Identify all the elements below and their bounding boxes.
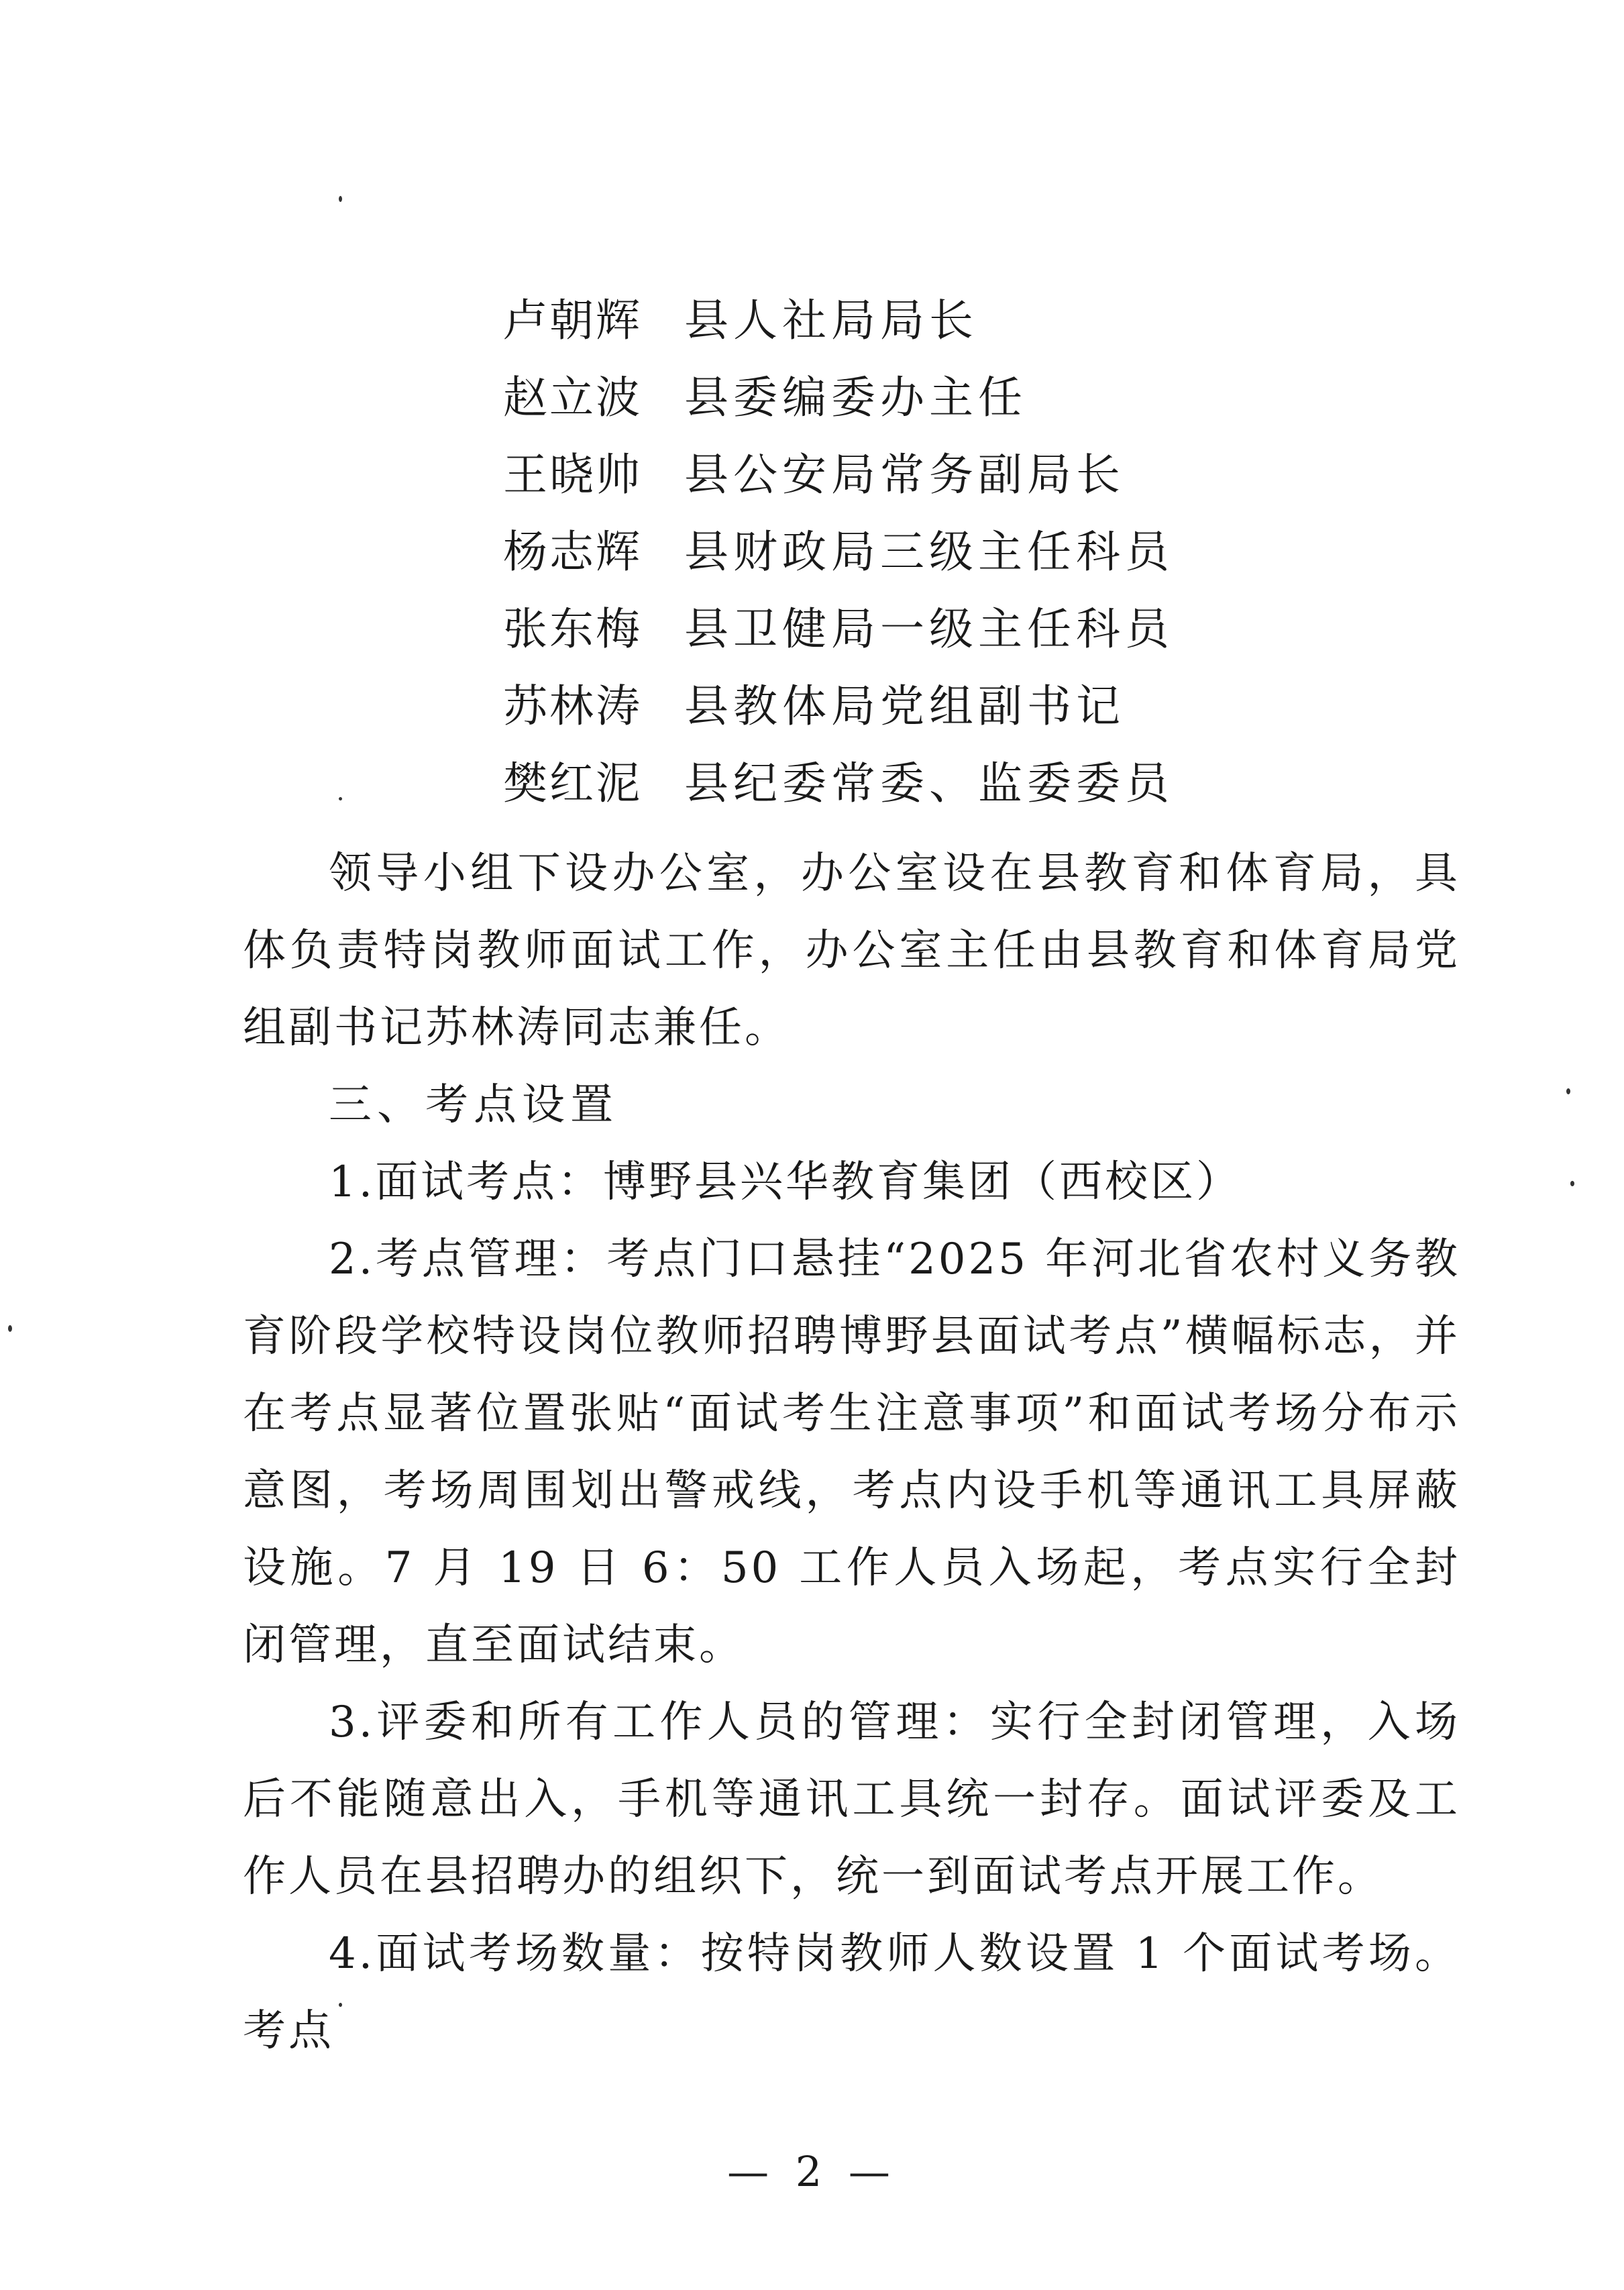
member-name: 王晓帅 bbox=[503, 449, 642, 501]
roster-row bbox=[503, 359, 1174, 436]
member-name: 卢朝辉 bbox=[503, 295, 642, 346]
roster-row bbox=[503, 436, 1174, 513]
leadership-roster bbox=[503, 282, 1174, 822]
scan-speck bbox=[339, 797, 342, 800]
item-paragraph: 1.面试考点：博野县兴华教育集团（西校区） bbox=[329, 1157, 1242, 1207]
member-name: 杨志辉 bbox=[503, 526, 642, 578]
scan-speck bbox=[1570, 1181, 1574, 1186]
scan-speck bbox=[1566, 1088, 1570, 1094]
office-paragraph: 领导小组下设办公室，办公室设在县教育和体育局，具体负责特岗教师面试工作，办公室主任由县教育和体育局党组副书记苏林涛同志兼任。 bbox=[243, 849, 1460, 1053]
member-name: 张东梅 bbox=[503, 603, 642, 655]
item-paragraph: 4.面试考场数量：按特岗教师人数设置 1 个面试考场。考点 bbox=[243, 1929, 1460, 2056]
member-title: 县委编委办主任 bbox=[684, 372, 1027, 423]
scan-speck bbox=[339, 196, 342, 202]
member-title: 县纪委常委、监委委员 bbox=[684, 758, 1174, 809]
body-text bbox=[243, 835, 1460, 2070]
page-number: — 2 — bbox=[727, 2147, 897, 2196]
section-heading: 三、考点设置 bbox=[329, 1080, 618, 1130]
scan-speck bbox=[339, 2003, 342, 2007]
item-paragraph: 3.评委和所有工作人员的管理：实行全封闭管理，入场后不能随意出入，手机等通讯工具统一封存。面试评委及工作人员在县招聘办的组织下，统一到面试考点开展工作。 bbox=[243, 1698, 1460, 1902]
member-title: 县公安局常务副局长 bbox=[684, 449, 1125, 501]
member-title: 县卫健局一级主任科员 bbox=[684, 603, 1174, 655]
roster-row bbox=[503, 590, 1174, 668]
roster-row bbox=[503, 668, 1174, 745]
member-name: 赵立波 bbox=[503, 372, 642, 423]
member-title: 县财政局三级主任科员 bbox=[684, 526, 1174, 578]
member-title: 县人社局局长 bbox=[684, 295, 978, 346]
member-title: 县教体局党组副书记 bbox=[684, 680, 1125, 732]
item-paragraph: 2.考点管理：考点门口悬挂“2025 年河北省农村义务教育阶段学校特设岗位教师招聘博野县面试考点”横幅标志，并在考点显著位置张贴“面试考生注意事项”和面试考场分布示意图，考场周围划出警戒线，考点内设手机等通讯工具屏蔽设施。7 月 19 日 6：50 工作人员入场起，考点实行全封闭管理，直至面试结束。 bbox=[243, 1235, 1460, 1670]
member-name: 苏林涛 bbox=[503, 680, 642, 732]
member-name: 樊红泥 bbox=[503, 758, 642, 809]
scan-speck bbox=[8, 1325, 12, 1332]
roster-row bbox=[503, 282, 1174, 359]
roster-row bbox=[503, 745, 1174, 822]
roster-row bbox=[503, 513, 1174, 590]
